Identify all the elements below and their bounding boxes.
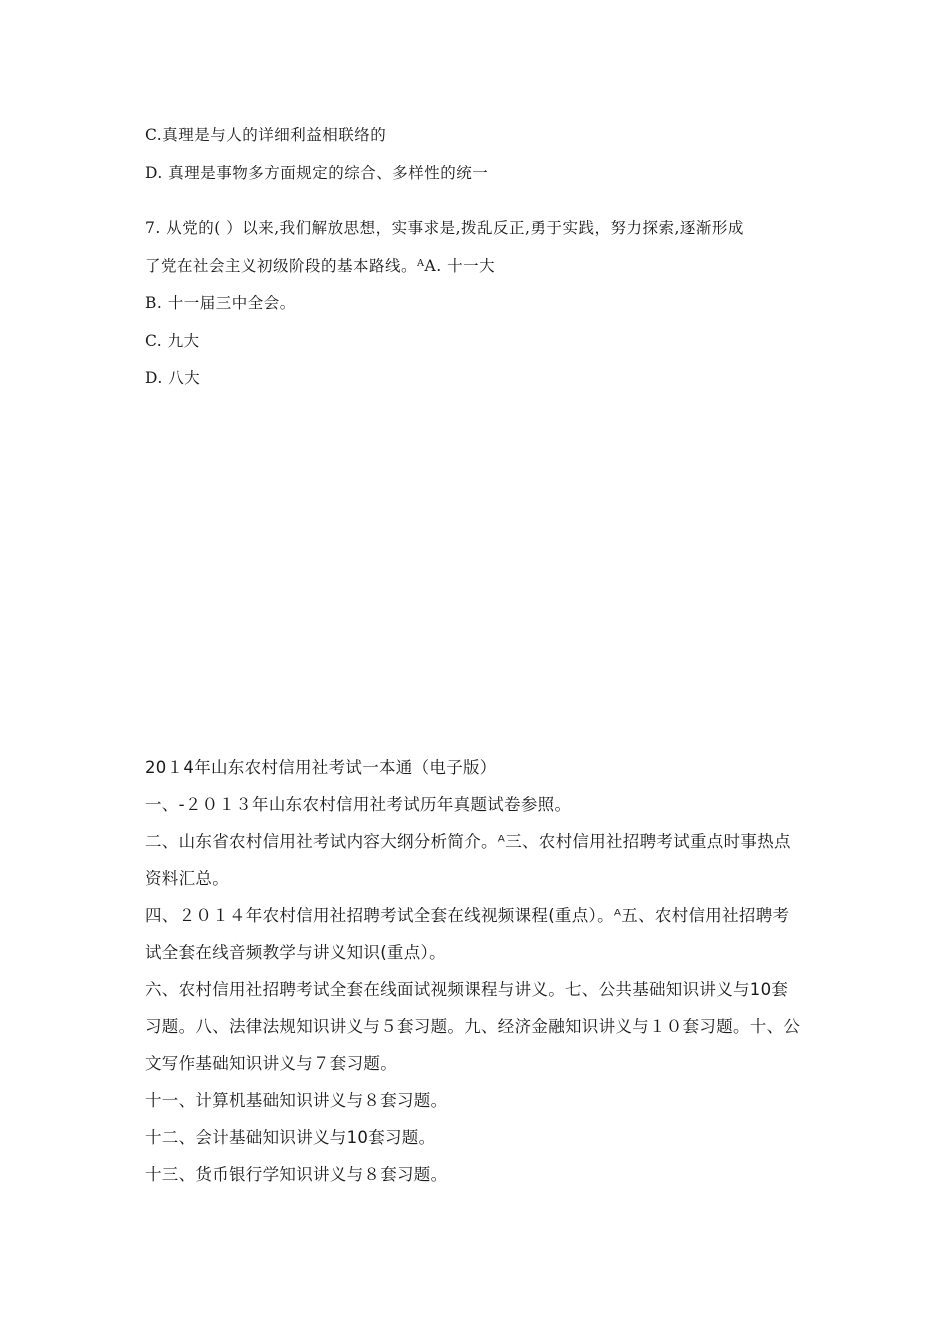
option-c-previous-question: C.真理是与人的详细利益相联络的	[145, 126, 387, 144]
question-7-option-d: D. 八大	[145, 369, 201, 387]
ad-line-10: 十二、会计基础知识讲义与10套习题。	[145, 1128, 436, 1147]
ad-line-2: 二、山东省农村信用社考试内容大纲分析简介。ᴬ三、农村信用社招聘考试重点时事热点	[145, 832, 791, 851]
question-7-stem-line-1: 7. 从党的( ）以来,我们解放思想，实事求是,拨乱反正,勇于实践，努力探索,逐渐形成	[145, 219, 744, 237]
question-7-option-b: B. 十一届三中全会。	[145, 294, 296, 312]
ad-line-5: 试全套在线音频教学与讲义知识(重点）。	[145, 943, 446, 962]
ad-line-4: 四、２０１４年农村信用社招聘考试全套在线视频课程(重点）。ᴬ五、农村信用社招聘考	[145, 906, 790, 925]
question-7-stem-line-2: 了党在社会主义初级阶段的基本路线。ᴬA. 十一大	[145, 257, 496, 275]
ad-line-6: 六、农村信用社招聘考试全套在线面试视频课程与讲义。七、公共基础知识讲义与10套	[145, 980, 789, 999]
ad-line-9: 十一、计算机基础知识讲义与８套习题。	[145, 1091, 448, 1110]
ad-line-8: 文写作基础知识讲义与７套习题。	[145, 1054, 397, 1073]
question-7-option-c: C. 九大	[145, 332, 200, 350]
option-d-previous-question: D. 真理是事物多方面规定的综合、多样性的统一	[145, 164, 489, 182]
ad-line-11: 十三、货币银行学知识讲义与８套习题。	[145, 1165, 448, 1184]
ad-title: 20１4年山东农村信用社考试一本通（电子版）	[145, 758, 497, 777]
ad-line-7: 习题。八、法律法规知识讲义与５套习题。九、经济金融知识讲义与１０套习题。十、公	[145, 1017, 801, 1036]
ad-line-3: 资料汇总。	[145, 869, 229, 888]
ad-line-1: 一、-２０１３年山东农村信用社考试历年真题试卷参照。	[145, 795, 572, 814]
